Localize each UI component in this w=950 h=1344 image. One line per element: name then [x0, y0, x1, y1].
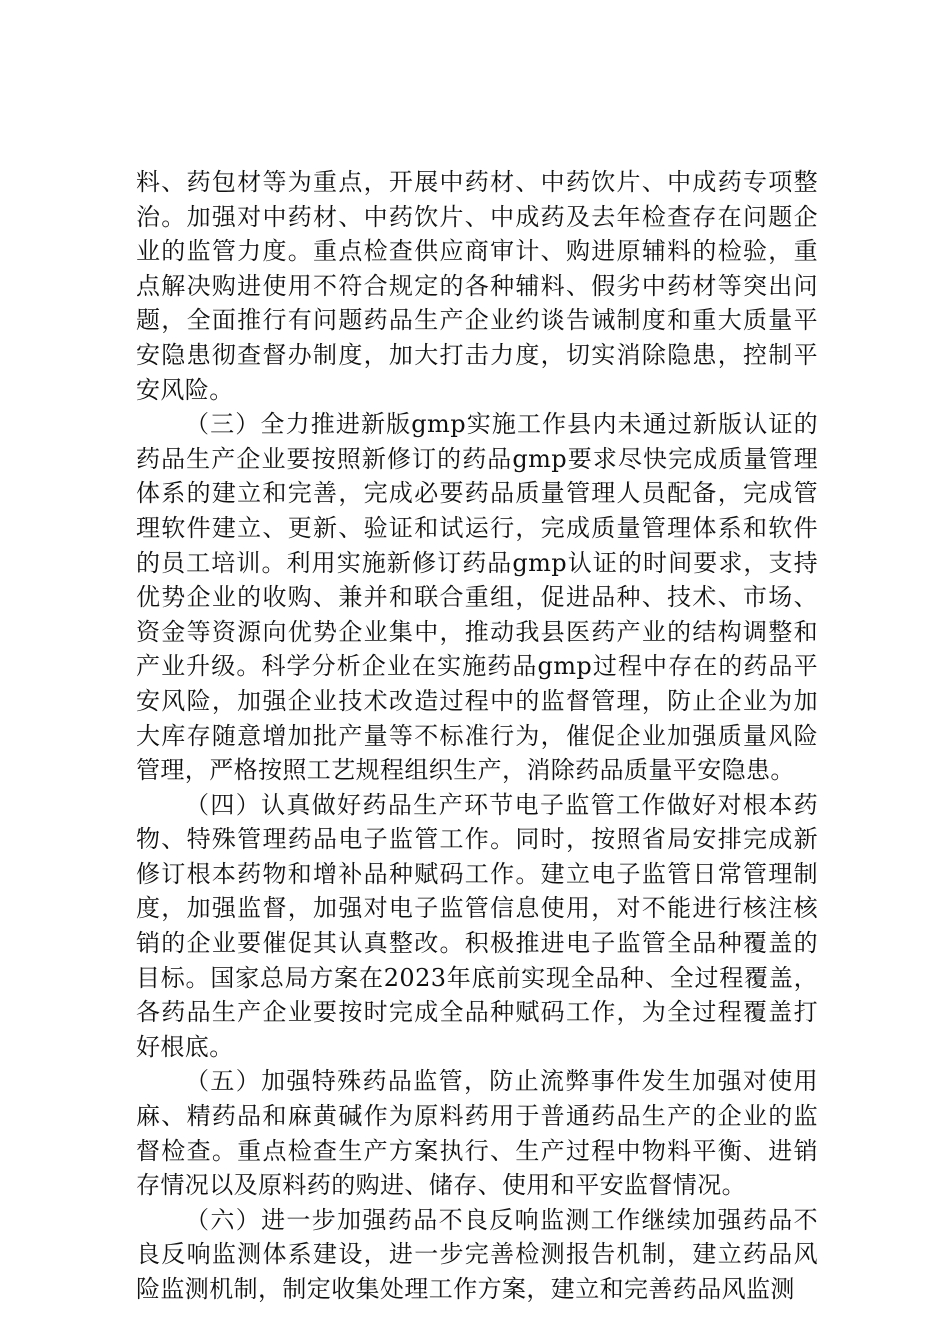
paragraph-section-6: （六）进一步加强药品不良反响监测工作继续加强药品不良反响监测体系建设，进一步完善检测报告机制，建立药品风险监测机制，制定收集处理工作方案，建立和完善药品风监测 [136, 1205, 818, 1303]
paragraph-section-3: （三）全力推进新版gmp实施工作县内未通过新版认证的药品生产企业要按照新修订的药品gmp要求尽快完成质量管理体系的建立和完善，完成必要药品质量管理人员配备，完成管理软件建立、更新、验证和试运行，完成质量管理体系和软件的员工培训。利用实施新修订药品gmp认证的时间要求，支持优势企业的收购、兼并和联合重组，促进品种、技术、市场、资金等资源向优势企业集中，推动我县医药产业的结构调整和产业升级。科学分析企业在实施药品gmp过程中存在的药品平安风险，加强企业技术改造过程中的监督管理，防止企业为加大库存随意增加批产量等不标准行为，催促企业加强质量风险管理，严格按照工艺规程组织生产，消除药品质量平安隐患。 [136, 410, 818, 785]
document-page [136, 165, 818, 1307]
paragraph-section-5: （五）加强特殊药品监管，防止流弊事件发生加强对使用麻、精药品和麻黄碱作为原料药用于普通药品生产的企业的监督检查。重点检查生产方案执行、生产过程中物料平衡、进销存情况以及原料药的购进、储存、使用和平安监督情况。 [136, 1067, 818, 1200]
paragraph-continuation: 料、药包材等为重点，开展中药材、中药饮片、中成药专项整治。加强对中药材、中药饮片、中成药及去年检查存在问题企业的监管力度。重点检查供应商审计、购进原辅料的检验，重点解决购进使用不符合规定的各种辅料、假劣中药材等突出问题，全面推行有问题药品生产企业约谈告诫制度和重大质量平安隐患彻查督办制度，加大打击力度，切实消除隐患，控制平安风险。 [136, 168, 818, 404]
paragraph-section-4: （四）认真做好药品生产环节电子监管工作做好对根本药物、特殊管理药品电子监管工作。同时，按照省局安排完成新修订根本药物和增补品种赋码工作。建立电子监管日常管理制度，加强监督，加强对电子监管信息使用，对不能进行核注核销的企业要催促其认真整改。积极推进电子监管全品种覆盖的目标。国家总局方案在2023年底前实现全品种、全过程覆盖，各药品生产企业要按时完成全品种赋码工作，为全过程覆盖打好根底。 [136, 790, 818, 1061]
